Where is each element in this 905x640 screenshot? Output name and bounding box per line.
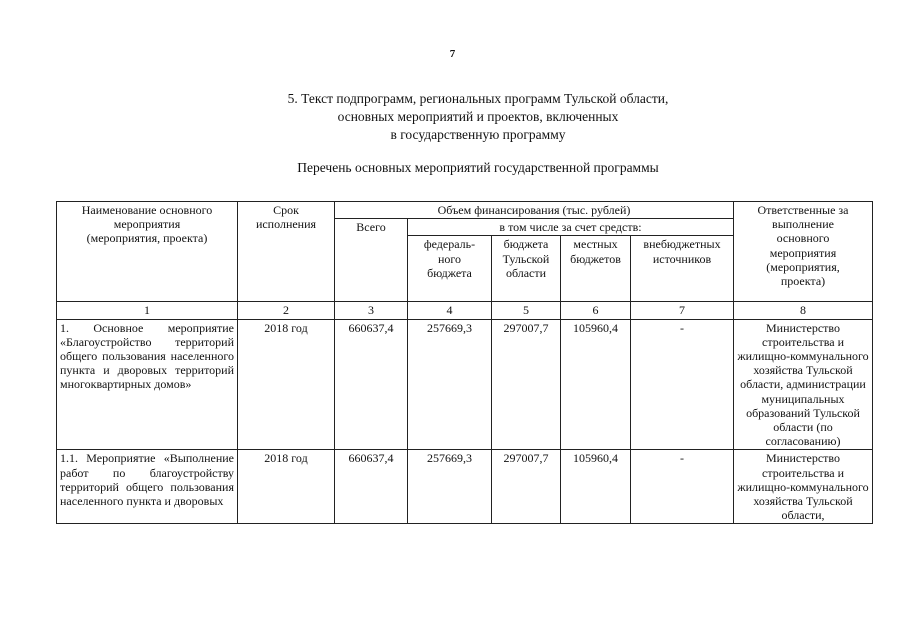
header-funding: Объем финансирования (тыс. рублей) [335, 202, 734, 219]
table-row [57, 319, 873, 450]
header-text: источников [652, 251, 712, 266]
column-number: 1 [57, 302, 238, 319]
page-number: 7 [449, 48, 456, 60]
cell-local: 105960,4 [561, 450, 631, 524]
cell-total: 660637,4 [335, 319, 408, 450]
cell-responsible: Министерство строительства и жилищно-коммунального хозяйства Тульской области, [734, 450, 873, 524]
header-text: Ответственные за [757, 203, 849, 217]
column-number: 6 [561, 302, 631, 319]
cell-name: 1.1. Мероприятие «Выполнение работ по благоустройству территорий общего пользования населенного пункта и дворовых [57, 450, 238, 524]
header-term [238, 202, 335, 302]
header-text: (мероприятия, проекта) [86, 231, 208, 246]
heading-line: основных мероприятий и проектов, включенных [337, 109, 619, 124]
cell-extrabudget: - [631, 319, 734, 450]
header-text: бюджетов [570, 251, 621, 266]
cell-extrabudget: - [631, 450, 734, 524]
measures-table [56, 201, 873, 524]
header-text: (мероприятия, [766, 259, 840, 274]
header-text: внебюджетных [643, 237, 721, 252]
cell-federal: 257669,3 [408, 319, 492, 450]
header-text: исполнения [255, 217, 317, 232]
header-federal [408, 236, 492, 302]
header-extrabudget [631, 236, 734, 302]
header-text: местных [573, 237, 618, 252]
header-total: Всего [335, 219, 408, 302]
header-name [57, 202, 238, 302]
header-responsible [734, 202, 873, 302]
column-number: 4 [408, 302, 492, 319]
header-local [561, 236, 631, 302]
heading-line: 5. Текст подпрограмм, региональных программ Тульской области, [287, 91, 669, 106]
header-text: области [505, 265, 547, 280]
column-number: 5 [492, 302, 561, 319]
header-text: Тульской [502, 251, 550, 266]
header-text: проекта) [780, 274, 826, 289]
cell-total: 660637,4 [335, 450, 408, 524]
header-text: мероприятия [769, 245, 837, 260]
table-caption: Перечень основных мероприятий государственной программы [297, 160, 659, 175]
heading-line: в государственную программу [390, 127, 566, 142]
column-number: 3 [335, 302, 408, 319]
cell-name: 1. Основное мероприятие «Благоустройство территорий общего пользования населенного пункта и дворовых территорий многоквартирных домов» [57, 319, 238, 450]
table-row [57, 450, 873, 524]
header-text: мероприятия [113, 217, 181, 232]
header-text: Наименование основного [81, 203, 213, 217]
header-text: федераль- [423, 237, 476, 252]
cell-federal: 257669,3 [408, 450, 492, 524]
column-number-row [57, 302, 873, 319]
cell-responsible: Министерство строительства и жилищно-коммунального хозяйства Тульской области, администрации муниципальных образований Тульской области (по согласованию) [734, 319, 873, 450]
header-text: основного [776, 231, 830, 246]
cell-term: 2018 год [238, 450, 335, 524]
header-text: Срок [273, 203, 299, 217]
header-text: ного [437, 251, 462, 266]
cell-local: 105960,4 [561, 319, 631, 450]
header-including: в том числе за счет средств: [408, 219, 734, 236]
header-text: бюджета [427, 265, 472, 280]
cell-term: 2018 год [238, 319, 335, 450]
header-regional [492, 236, 561, 302]
column-number: 7 [631, 302, 734, 319]
header-text: бюджета [503, 237, 549, 252]
cell-regional: 297007,7 [492, 450, 561, 524]
column-number: 8 [734, 302, 873, 319]
header-row [57, 202, 873, 219]
column-number: 2 [238, 302, 335, 319]
section-heading [0, 90, 905, 144]
header-text: выполнение [772, 217, 834, 232]
cell-regional: 297007,7 [492, 319, 561, 450]
